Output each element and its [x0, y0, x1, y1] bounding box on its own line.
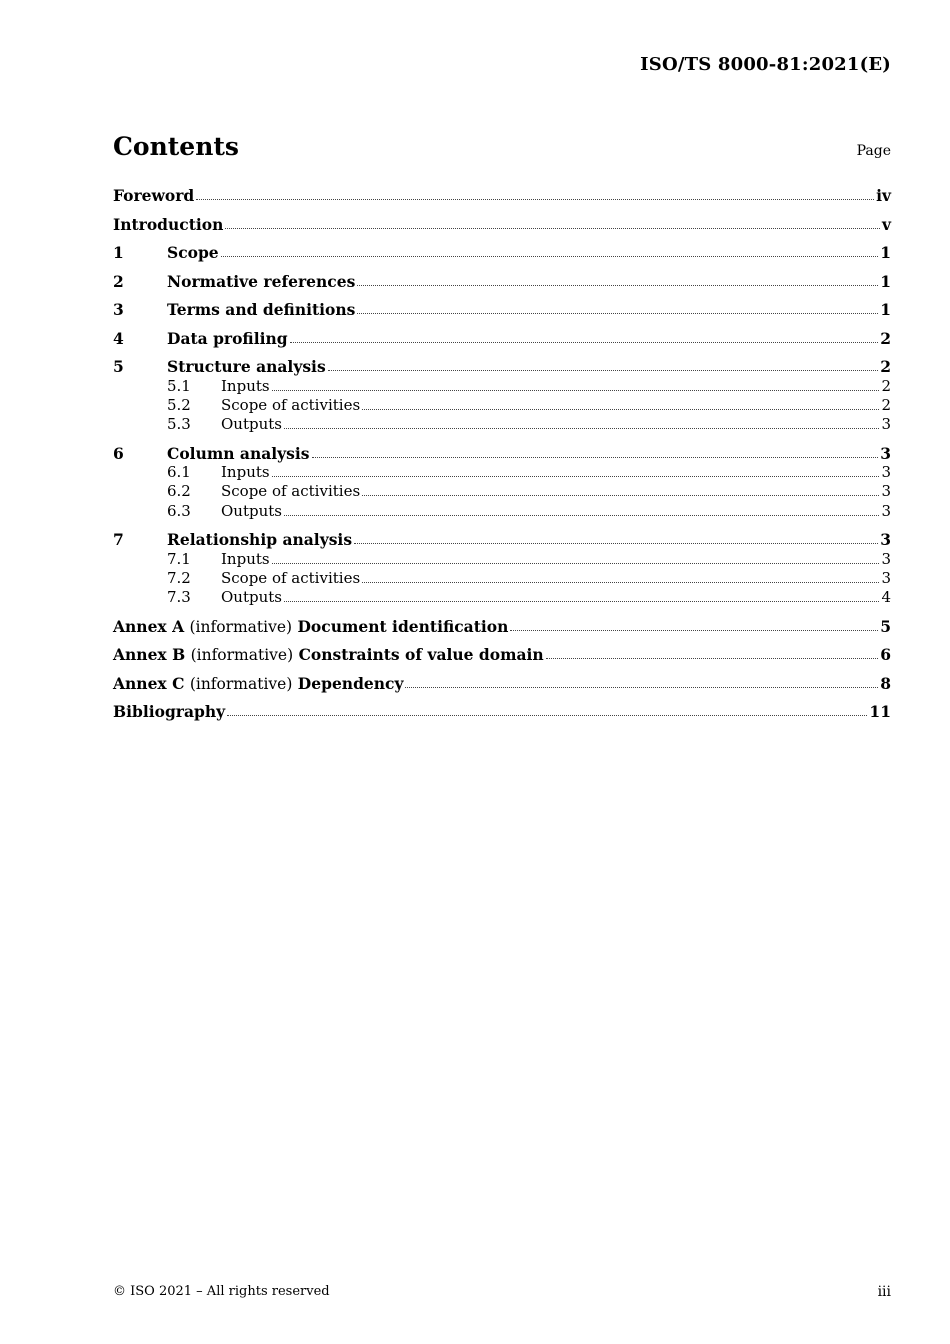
dot-leader: [284, 588, 879, 602]
dot-leader: [362, 396, 879, 410]
toc-entry-column-analysis[interactable]: [113, 444, 891, 464]
toc-subentry-title: Inputs: [221, 549, 270, 568]
annex-label: Annex B: [113, 645, 186, 665]
toc-entry-title: Introduction: [113, 214, 224, 234]
toc-entry-page: 11: [869, 702, 891, 722]
toc-entry-bibliography[interactable]: [113, 702, 891, 731]
toc-entry-annex-a[interactable]: [113, 617, 891, 646]
toc-subentry[interactable]: [113, 377, 891, 396]
dot-leader: [546, 645, 879, 659]
toc-entry-annex-b[interactable]: [113, 645, 891, 674]
dot-leader: [272, 377, 880, 391]
toc-entry-page: 3: [880, 530, 891, 550]
toc-entry-page: 2: [880, 328, 891, 348]
toc-subentry-number: 5.3: [167, 415, 191, 434]
toc-subentry-number: 5.1: [167, 376, 191, 395]
toc-entry-normative-references[interactable]: [113, 272, 891, 301]
toc-entry-title: Structure analysis: [167, 357, 326, 376]
toc-entry-page: 2: [880, 357, 891, 376]
annex-qualifier: (informative): [190, 646, 294, 665]
dot-leader: [272, 550, 880, 564]
dot-leader: [290, 329, 879, 343]
toc-subentry-number: 7.1: [167, 549, 191, 568]
toc-subentry-page: 2: [881, 376, 891, 395]
annex-title: Dependency: [297, 673, 404, 693]
copyright-notice: © ISO 2021 – All rights reserved: [113, 1284, 330, 1299]
toc-subentry[interactable]: [113, 588, 891, 617]
toc-entry-page: 1: [880, 300, 891, 319]
toc-entry-title: Scope: [167, 243, 219, 262]
toc-subentry-title: Inputs: [221, 463, 270, 482]
dot-leader: [284, 502, 879, 516]
toc-subentry-page: 3: [881, 501, 891, 520]
toc-subentry[interactable]: [113, 396, 891, 415]
annex-label: Annex C: [113, 673, 185, 693]
toc-subentry-page: 3: [881, 463, 891, 482]
toc-subentry-number: 7.2: [167, 568, 191, 587]
toc-entry-number: 5: [113, 357, 124, 376]
toc-subentry-page: 3: [881, 482, 891, 501]
dot-leader: [221, 243, 879, 257]
toc-entry-number: 6: [113, 443, 124, 463]
toc-subentry-number: 7.3: [167, 588, 191, 607]
toc-entry-title: Data profiling: [167, 328, 288, 348]
annex-title: Constraints of value domain: [298, 645, 544, 665]
page-column-label: Page: [856, 143, 891, 159]
toc-entry-page: 5: [880, 616, 891, 636]
toc-subentry-number: 6.2: [167, 482, 191, 501]
table-of-contents: [113, 186, 891, 731]
annex-title: Document identification: [297, 616, 509, 636]
dot-leader: [357, 272, 878, 286]
dot-leader: [272, 463, 880, 477]
toc-subentry[interactable]: [113, 415, 891, 444]
toc-entry-title: [113, 674, 403, 694]
dot-leader: [312, 444, 879, 458]
toc-entry-relationship-analysis[interactable]: [113, 530, 891, 550]
toc-entry-page: 3: [880, 443, 891, 463]
toc-subentry-title: Scope of activities: [221, 568, 361, 587]
toc-entry-data-profiling[interactable]: [113, 329, 891, 358]
toc-subentry-number: 6.3: [167, 501, 191, 520]
dot-leader: [510, 617, 878, 631]
toc-subentry-page: 3: [881, 549, 891, 568]
toc-subentry-title: Scope of activities: [221, 482, 361, 501]
annex-qualifier: (informative): [189, 617, 293, 636]
page-number: iii: [877, 1284, 891, 1300]
dot-leader: [196, 186, 874, 200]
toc-subentry-page: 4: [881, 588, 891, 607]
annex-qualifier: (informative): [189, 674, 293, 693]
toc-entry-foreword[interactable]: [113, 186, 891, 215]
document-identifier: ISO/TS 8000-81:2021(E): [640, 54, 891, 75]
toc-subentry-page: 2: [881, 395, 891, 414]
toc-entry-page: v: [881, 214, 891, 234]
toc-subentry-page: 3: [881, 415, 891, 434]
toc-subentry-number: 6.1: [167, 463, 191, 482]
toc-subentry-page: 3: [881, 568, 891, 587]
toc-subentry-title: Scope of activities: [221, 395, 361, 414]
toc-entry-number: 1: [113, 243, 124, 262]
toc-entry-page: 6: [880, 645, 891, 665]
toc-entry-page: 1: [880, 271, 891, 291]
toc-entry-number: 3: [113, 300, 124, 319]
contents-heading: Contents: [113, 132, 240, 161]
toc-entry-number: 4: [113, 328, 124, 348]
toc-entry-title: Column analysis: [167, 443, 310, 463]
toc-subentry[interactable]: [113, 502, 891, 531]
toc-entry-scope[interactable]: [113, 243, 891, 272]
annex-label: Annex A: [113, 616, 185, 636]
toc-entry-title: [113, 617, 508, 637]
dot-leader: [354, 530, 878, 544]
toc-subentry-title: Outputs: [221, 588, 282, 607]
toc-entry-title: Normative references: [167, 271, 356, 291]
dot-leader: [362, 482, 879, 496]
dot-leader: [328, 357, 879, 371]
dot-leader: [227, 702, 867, 716]
toc-subentry[interactable]: [113, 550, 891, 569]
toc-entry-number: 7: [113, 530, 124, 550]
toc-entry-title: [113, 645, 544, 665]
toc-entry-terms-and-definitions[interactable]: [113, 300, 891, 329]
dot-leader: [357, 300, 878, 314]
toc-subentry-title: Outputs: [221, 501, 282, 520]
toc-entry-title: Relationship analysis: [167, 530, 353, 550]
toc-subentry[interactable]: [113, 463, 891, 482]
toc-entry-title: Foreword: [113, 186, 195, 205]
toc-entry-page: iv: [876, 186, 891, 205]
toc-entry-title: Bibliography: [113, 702, 226, 722]
toc-subentry-title: Inputs: [221, 376, 270, 395]
toc-subentry-title: Outputs: [221, 415, 282, 434]
toc-entry-structure-analysis[interactable]: [113, 357, 891, 377]
dot-leader: [284, 415, 879, 429]
dot-leader: [225, 215, 880, 229]
toc-entry-annex-c[interactable]: [113, 674, 891, 703]
dot-leader: [362, 569, 879, 583]
toc-subentry-number: 5.2: [167, 395, 191, 414]
toc-entry-title: Terms and definitions: [167, 300, 356, 319]
toc-entry-page: 1: [880, 243, 891, 262]
toc-entry-introduction[interactable]: [113, 215, 891, 244]
dot-leader: [405, 674, 878, 688]
toc-entry-number: 2: [113, 271, 124, 291]
toc-subentry[interactable]: [113, 482, 891, 501]
toc-entry-page: 8: [880, 673, 891, 693]
toc-subentry[interactable]: [113, 569, 891, 588]
